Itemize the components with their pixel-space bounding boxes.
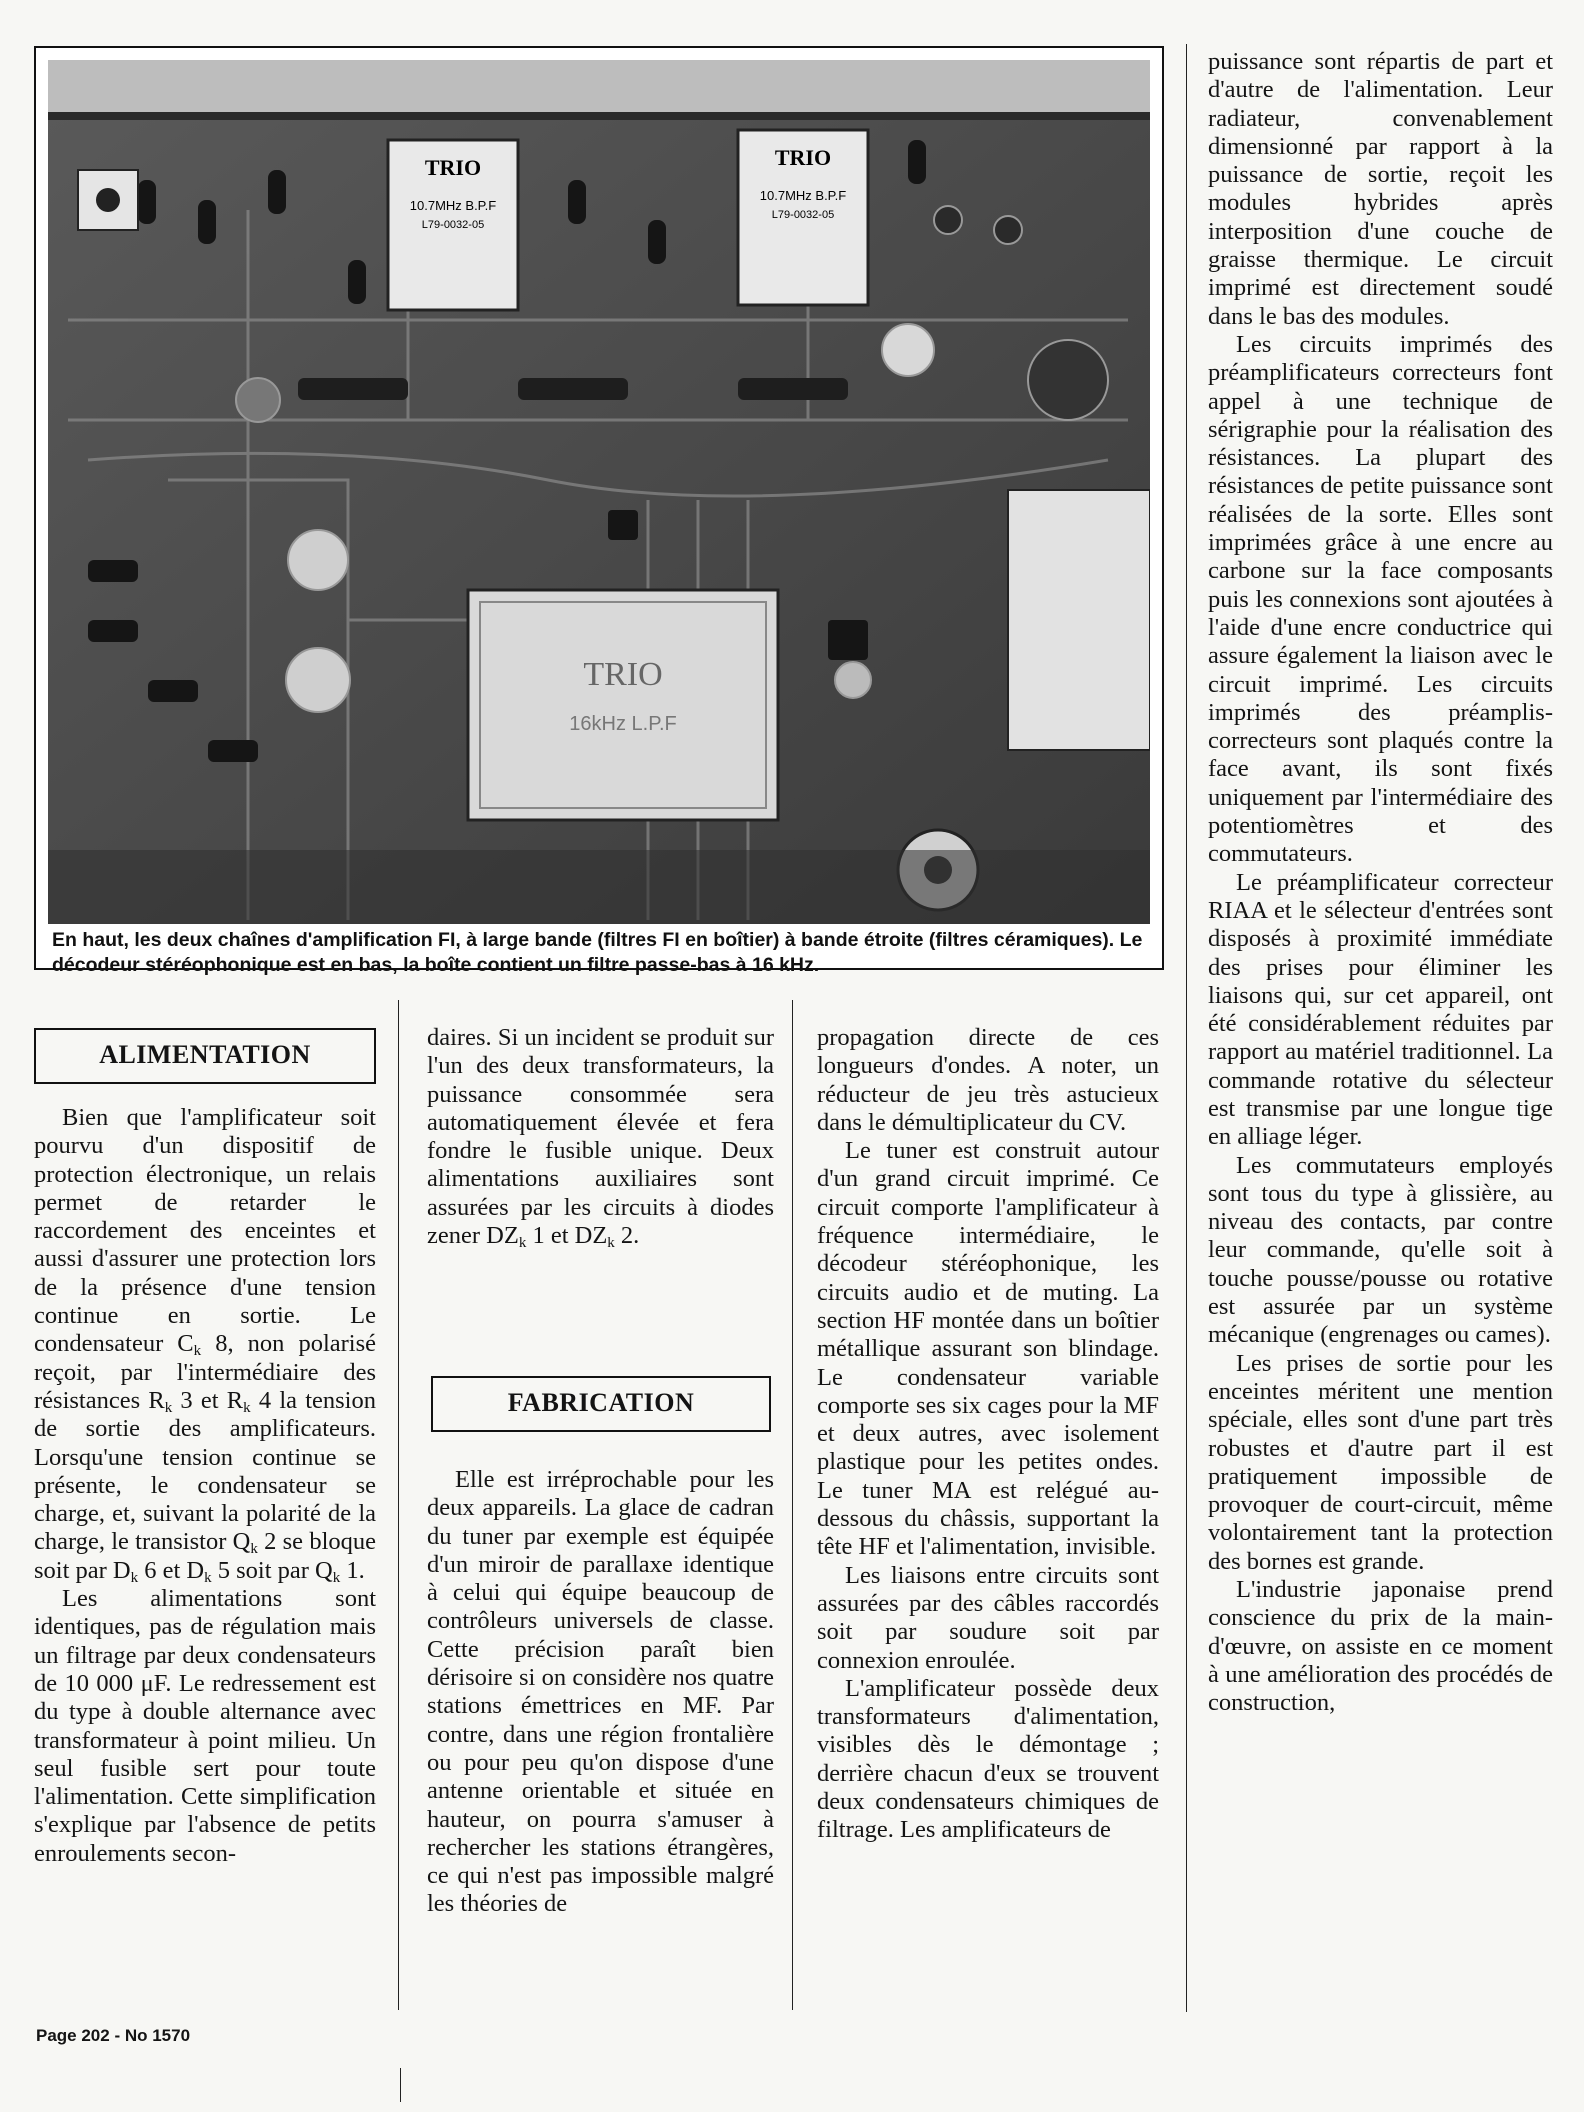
paragraph: Les circuits imprimés des préamplificateurs correcteurs font appel à une technique de sérigraphie pour la réalisation des résistances. La plupart des résistances de petite puissance sont réalisées de la sorte. Elles sont imprimées grâce à une encre au carbone sur la face composants puis les connexions sont ajoutées à l'aide d'une encre conductrice qui assure également la liaison avec le circuit imprimé. Les circuits imprimés des préamplis-correcteurs sont plaqués contre la face avant, ils sont fixés uniquement par l'intermédiaire des potentiomètres et des commutateurs. [1208, 330, 1553, 868]
filter-left-brand: TRIO [424, 155, 482, 180]
subscript: k [607, 1235, 615, 1252]
text-column-1 [34, 1104, 376, 2014]
circuit-board-photo [48, 60, 1150, 924]
decoder-brand: TRIO [583, 656, 663, 693]
text-column-2 [427, 1024, 774, 1334]
filter-right-spec: 10.7MHz B.P.F [759, 188, 847, 203]
paragraph: Les alimentations sont identiques, pas de régulation mais un filtrage par deux condensateurs de 10 000 μF. Le redressement est du type à double alternance avec transformateur à point milieu. Un seul fusible sert pour toute l'alimentation. Cette simplification s'explique par l'absence de petits enroulements secon- [34, 1585, 376, 1867]
paragraph: L'amplificateur possède deux transformateurs d'alimentation, visibles dès le démontage ; derrière chacun d'eux se trouvent deux condensateurs chimiques de filtrage. Les amplificateurs de [817, 1674, 1159, 1844]
text-run: Bien que l'amplificateur soit pourvu d'un dispositif de protection électronique, un relais permet de retarder le raccordement des enceintes et aussi d'assurer une protection lors de la présence d'une tension continue en sortie. Le condensateur C [34, 1104, 376, 1358]
page-folio: Page 202 - No 1570 [36, 2026, 191, 2045]
paragraph [34, 1104, 376, 1585]
text-run: 5 soit par Q [211, 1556, 333, 1584]
text-column-3 [817, 1024, 1159, 2014]
figure [34, 46, 1164, 976]
subscript: k [130, 1569, 139, 1586]
subscript: k [204, 1569, 212, 1586]
text-column-4 [1208, 48, 1553, 1983]
text-run: 2 se bloque soit par D [34, 1528, 376, 1584]
text-run: 1 et DZ [526, 1222, 608, 1250]
text-run: 6 et D [138, 1556, 205, 1584]
text-run: daires. Si un incident se produit sur l'un des deux transformateurs, la puissance consommée sera automatiquement élevée et fera fondre le fusible unique. Deux alimentations auxiliaires sont assurées par les circuits à diodes zener DZ [427, 1024, 774, 1250]
ceramic-filters [298, 378, 848, 400]
subscript: k [250, 1541, 258, 1558]
paragraph: Les prises de sortie pour les enceintes méritent une mention spéciale, elles sont d'une part très robustes et d'autre part il est pratiquement impossible de provoquer de court-circuit, même volontairement tant la protection des bornes est grande. [1208, 1349, 1553, 1575]
section-heading-fabrication: FABRICATION [431, 1376, 771, 1432]
column-rule [398, 1000, 399, 2010]
subscript: k [332, 1569, 341, 1586]
paragraph: Le tuner est construit autour d'un grand circuit imprimé. Ce circuit comporte l'amplificateur à fréquence intermédiaire, le décodeur stéréophonique, les circuits audio et de muting. La section HF montée dans un boîtier métallique assurant son blindage. Le condensateur variable comporte ses six cages pour la MF et deux autres, avec isolement plastique pour les petites ondes. Le tuner MA est relégué au-dessous du châssis, supportant la tête HF et l'alimentation, invisible. [817, 1137, 1159, 1561]
text-run: 3 et R [172, 1386, 244, 1414]
filter-right-brand: TRIO [774, 145, 832, 170]
paragraph: Les commutateurs employés sont tous du type à glissière, au niveau des contacts, par contre leur commande, qu'elle soit à touche pousse/pousse ou rotative est assurée par un système mécanique (engrenages ou cames). [1208, 1151, 1553, 1349]
text-run: 8, non polarisé reçoit, par l'intermédiaire des résistances R [34, 1330, 376, 1414]
filter-left-spec: 10.7MHz B.P.F [409, 198, 497, 213]
subscript: k [193, 1343, 202, 1360]
decoder-spec: 16kHz L.P.F [569, 713, 677, 735]
circuit-board-illustration [48, 60, 1150, 924]
text-run: 2. [614, 1222, 640, 1250]
paragraph: Elle est irréprochable pour les deux appareils. La glace de cadran du tuner par exemple est équipée d'un miroir de parallaxe identique à celui qui équipe beaucoup de contrôleurs universels de classe. Cette précision paraît bien dérisoire si on considère nos quatre stations émettrices en MF. Par contre, dans une région frontalière ou pour peu qu'on dispose d'une antenne orientable et située en hauteur, on pourra s'amuser à rechercher les stations étrangères, ce qui n'est pas impossible malgré les théories de [427, 1466, 774, 1918]
paragraph: propagation directe de ces longueurs d'ondes. A noter, un réducteur de jeu très astucieux dans le démultiplicateur du CV. [817, 1024, 1159, 1136]
subscript: k [164, 1399, 173, 1416]
figure-caption: En haut, les deux chaînes d'amplification FI, à large bande (filtres FI en boîtier) à bande étroite (filtres céramiques). Le décodeur stéréophonique est en bas, la boîte contient un filtre passe-bas à 16 kHz. [52, 929, 1143, 976]
text-run: 1. [340, 1556, 365, 1584]
if-filter-left [388, 140, 518, 310]
paragraph: L'industrie japonaise prend conscience du prix de la main-d'œuvre, on assiste en ce moment à une amélioration des procédés de construction, [1208, 1576, 1553, 1717]
text-column-2-continued [427, 1466, 774, 2016]
filter-left-part: L79-0032-05 [421, 219, 485, 231]
subscript: k [243, 1399, 251, 1416]
text-run: 4 la tension de sortie des amplificateurs. Lorsqu'une tension continue se présente, le condensateur se charge, et, suivant la polarité de la charge, le transistor Q [34, 1386, 376, 1556]
filter-right-part: L79-0032-05 [771, 209, 835, 221]
column-rule [792, 1000, 793, 2010]
paragraph: Les liaisons entre circuits sont assurées par des câbles raccordés soit par soudure soit par connexion enroulée. [817, 1561, 1159, 1674]
paragraph: puissance sont répartis de part et d'autre de l'alimentation. Leur radiateur, convenablement dimensionné par rapport à la puissance de sortie, reçoit les modules hybrides après interposition d'une couche de graisse thermique. Le circuit imprimé est directement soudé dans le bas des modules. [1208, 48, 1553, 330]
paragraph: Le préamplificateur correcteur RIAA et le sélecteur d'entrées sont disposés à proximité immédiate des prises pour éliminer les liaisons qui, sur cet appareil, ont été considérablement réduites par rapport au matériel traditionnel. La commande rotative du sélecteur est transmise par une longue tige en alliage léger. [1208, 868, 1553, 1151]
paragraph [427, 1024, 774, 1250]
section-heading-alimentation: ALIMENTATION [34, 1028, 376, 1084]
if-filter-right [738, 130, 868, 305]
column-rule [1186, 44, 1187, 2012]
column-rule [400, 2068, 401, 2102]
decoder-lowpass-box [468, 590, 778, 820]
subscript: k [518, 1235, 527, 1252]
